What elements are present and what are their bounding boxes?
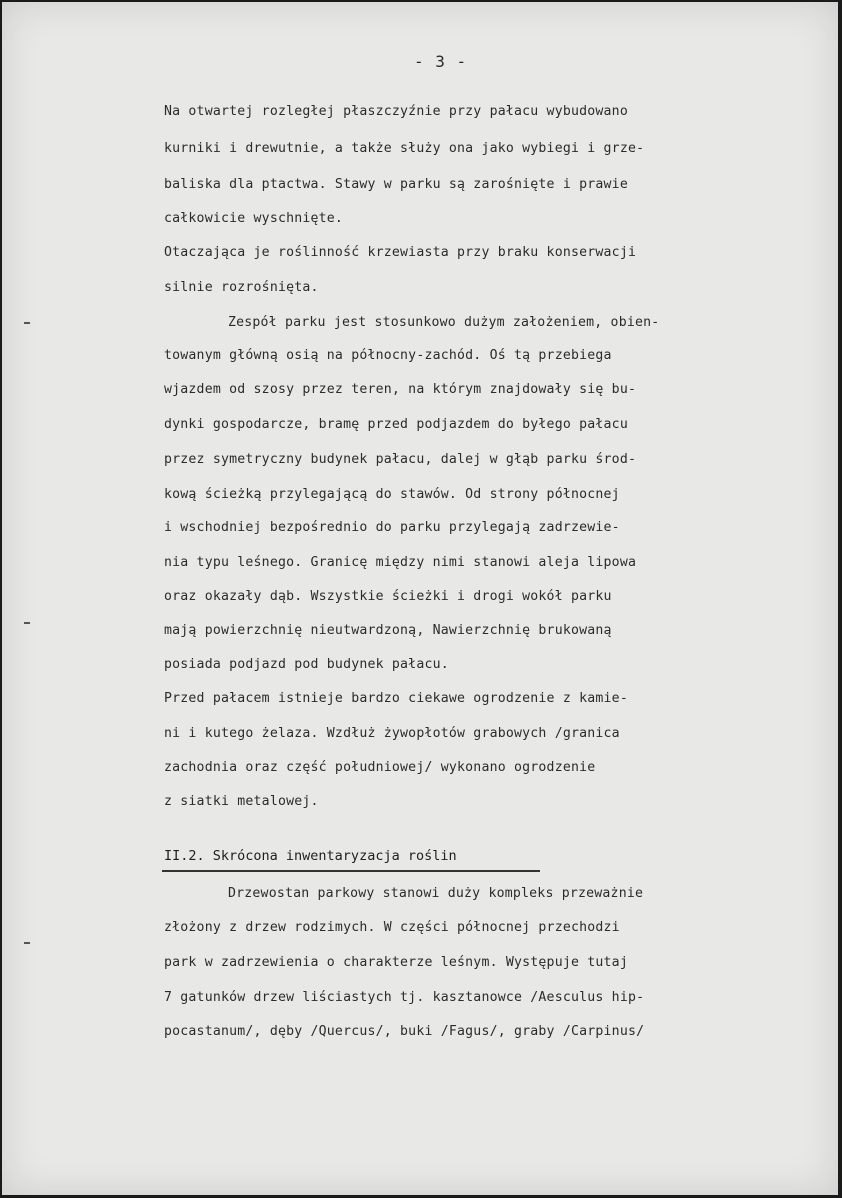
margin-mark (24, 622, 30, 624)
text-line: złożony z drzew rodzimych. W części północnej przechodzi (164, 920, 620, 935)
text-line: przez symetryczny budynek pałacu, dalej w głąb parku środ- (164, 452, 637, 467)
text-line: nia typu leśnego. Granicę między nimi stanowi aleja lipowa (164, 555, 637, 570)
text-line: dynki gospodarcze, bramę przed podjazdem do byłego pałacu (164, 417, 628, 432)
section-heading: II.2. Skrócona inwentaryzacja roślin (164, 848, 457, 864)
text-line: Drzewostan parkowy stanowi duży kompleks przeważnie (228, 886, 644, 901)
text-line: Na otwartej rozległej płaszczyźnie przy pałacu wybudowano (164, 104, 628, 119)
text-line: oraz okazały dąb. Wszystkie ścieżki i drogi wokół parku (164, 589, 612, 604)
text-line: silnie rozrośnięta. (164, 280, 319, 295)
margin-mark (24, 322, 30, 324)
page-number: - 3 - (414, 52, 468, 71)
text-line: ni i kutego żelaza. Wzdłuż żywopłotów grabowych /granica (164, 726, 620, 741)
text-line: Otaczająca je roślinność krzewiasta przy braku konserwacji (164, 245, 637, 260)
document-page (2, 2, 838, 1195)
text-line: mają powierzchnię nieutwardzoną, Nawierzchnię brukowaną (164, 623, 612, 638)
text-line: wjazdem od szosy przez teren, na którym znajdowały się bu- (164, 382, 637, 397)
text-line: 7 gatunków drzew liściastych tj. kasztanowce /Aesculus hip- (164, 990, 645, 1005)
text-line: park w zadrzewienia o charakterze leśnym. Występuje tutaj (164, 955, 628, 970)
text-line: zachodnia oraz część południowej/ wykonano ogrodzenie (164, 760, 596, 775)
margin-mark (24, 942, 30, 944)
text-line: baliska dla ptactwa. Stawy w parku są zarośnięte i prawie (164, 177, 628, 192)
text-line: towanym główną osią na północny-zachód. Oś tą przebiega (164, 348, 612, 363)
text-line: kową ścieżką przylegającą do stawów. Od strony północnej (164, 487, 620, 502)
text-line: całkowicie wyschnięte. (164, 211, 344, 226)
text-line: i wschodniej bezpośrednio do parku przylegają zadrzewie- (164, 520, 620, 535)
heading-underline (162, 870, 540, 872)
text-line: posiada podjazd pod budynek pałacu. (164, 657, 449, 672)
text-line: pocastanum/, dęby /Quercus/, buki /Fagus/, graby /Carpinus/ (164, 1024, 645, 1039)
text-line: kurniki i drewutnie, a także służy ona jako wybiegi i grze- (164, 141, 645, 156)
text-line: Zespół parku jest stosunkowo dużym założeniem, obien- (228, 315, 660, 330)
text-line: Przed pałacem istnieje bardzo ciekawe ogrodzenie z kamie- (164, 691, 628, 706)
text-line: z siatki metalowej. (164, 794, 319, 809)
